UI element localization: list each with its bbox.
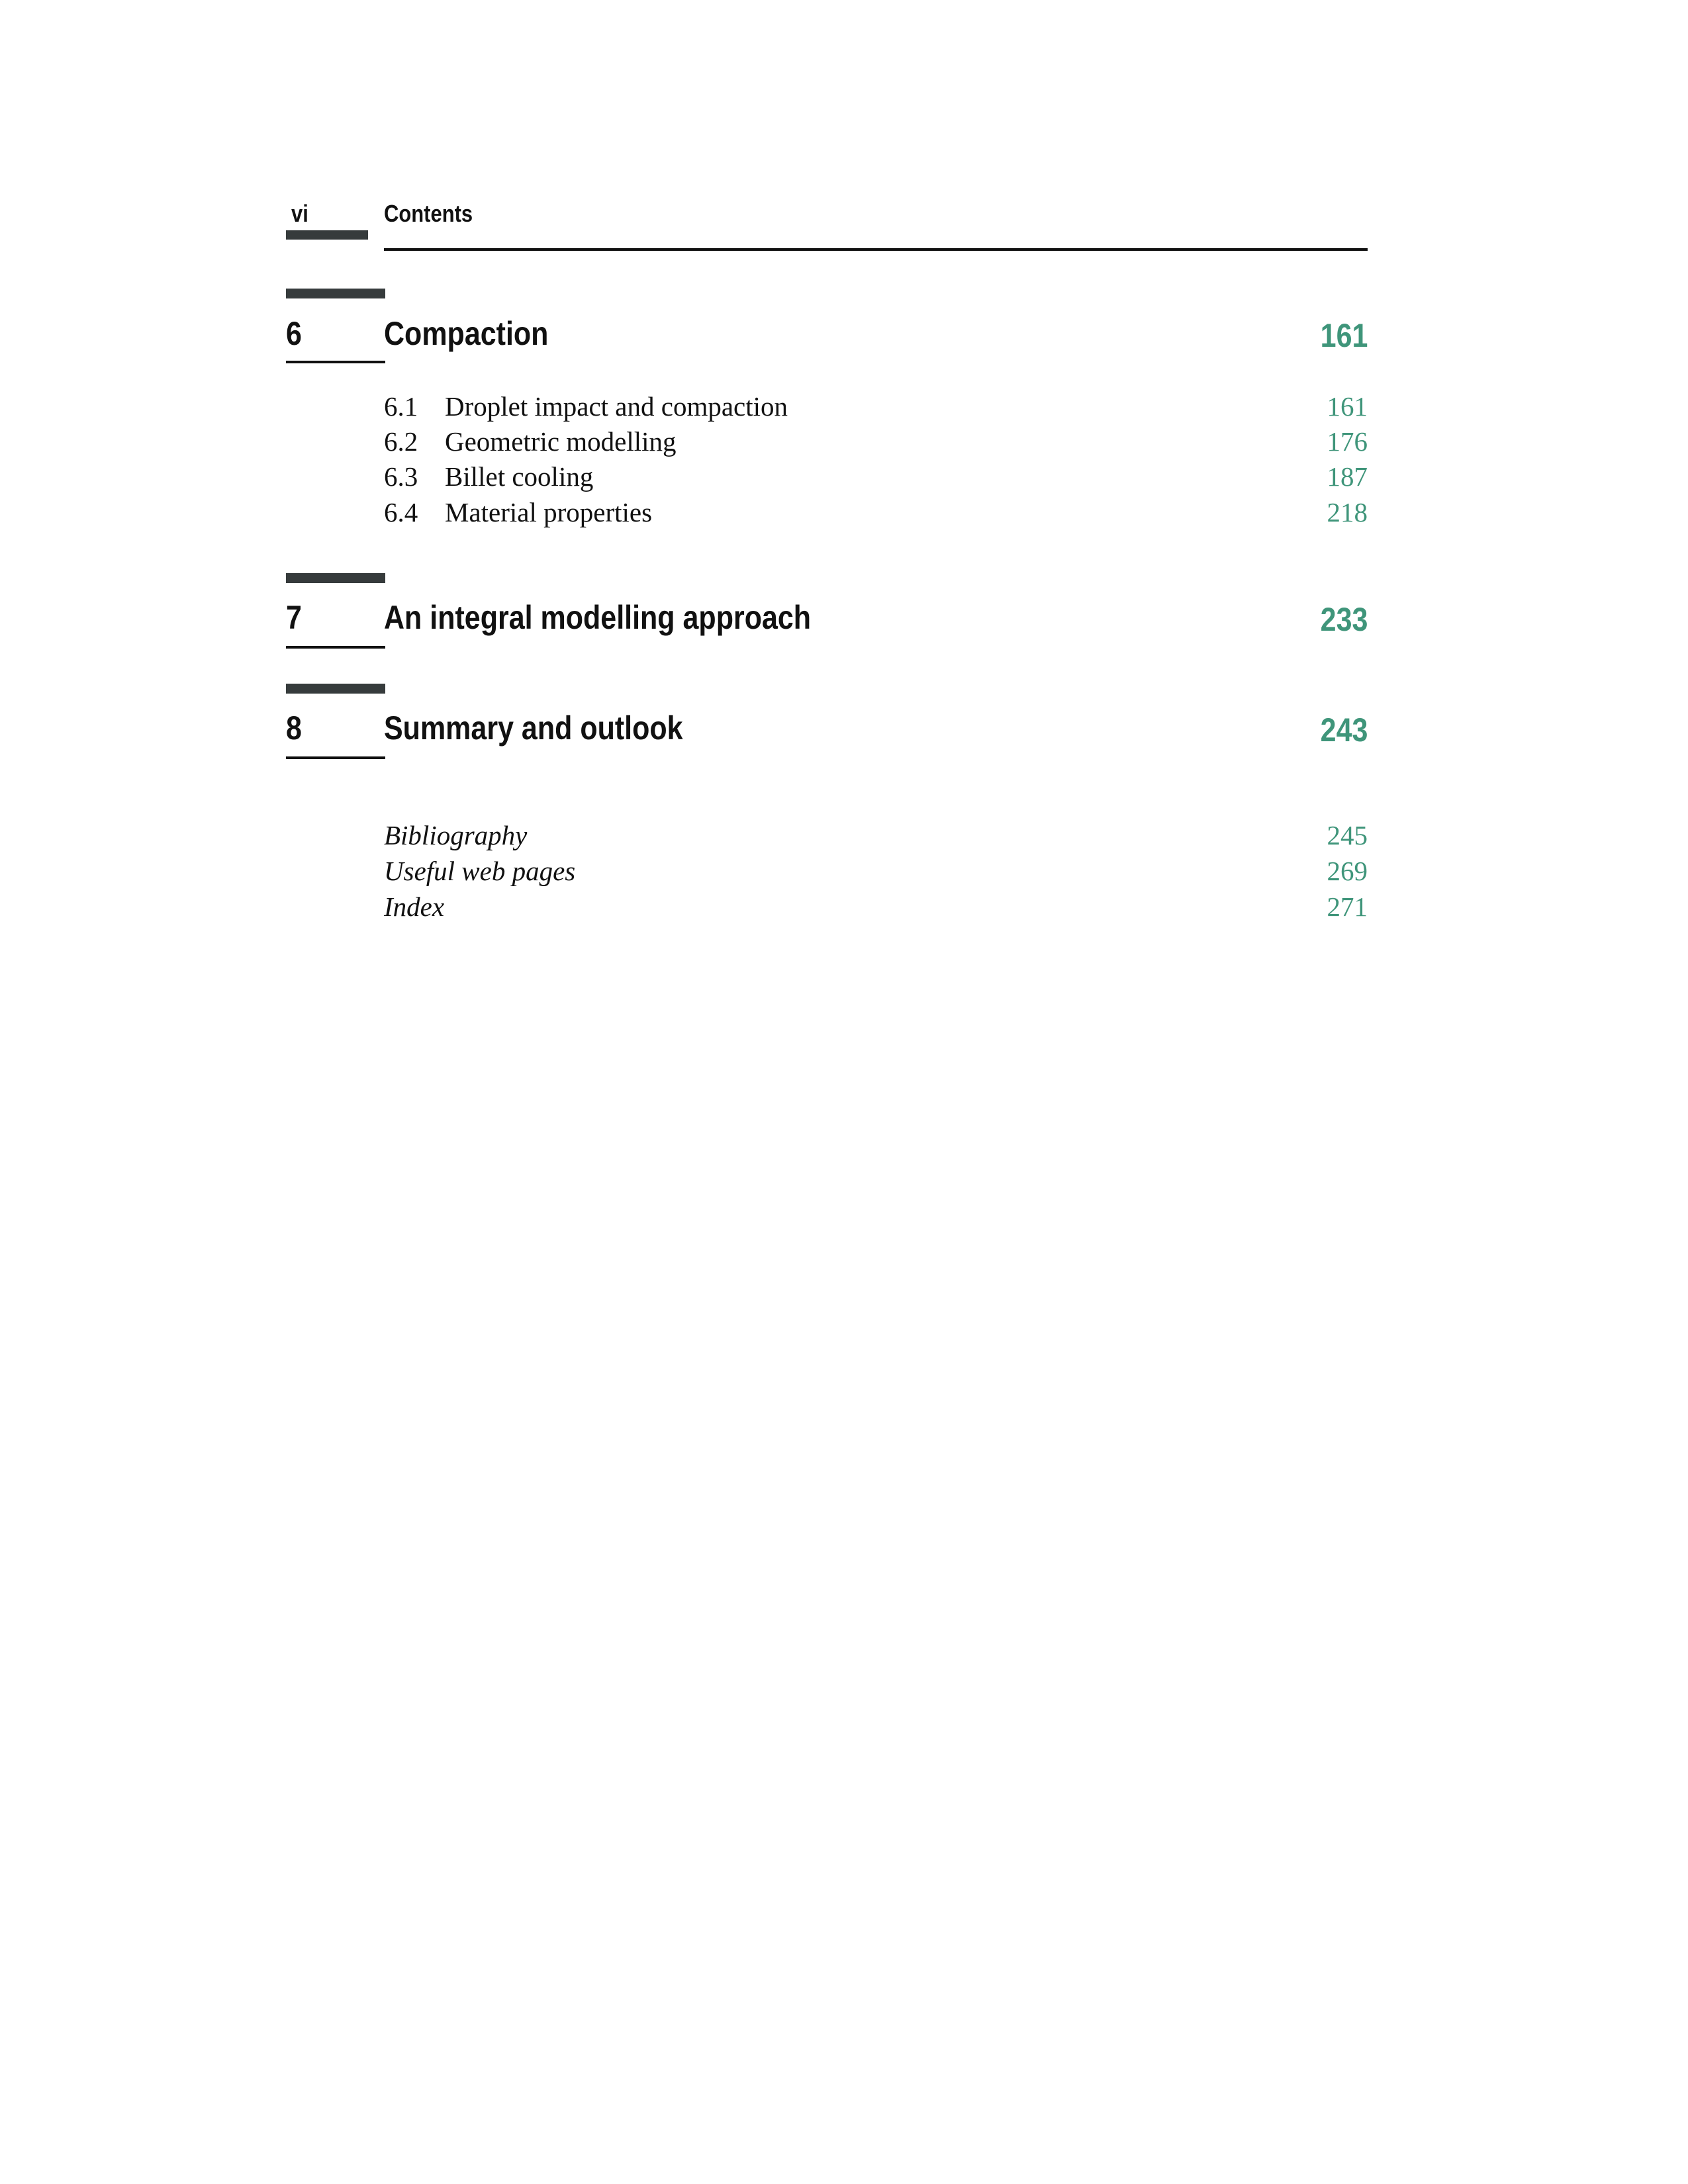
- chapter-7-top-bar: [286, 573, 385, 583]
- running-header-title: Contents: [384, 200, 473, 227]
- section-6-2-page: 176: [1327, 426, 1368, 457]
- running-page-number: vi: [291, 200, 308, 227]
- chapter-8-number: 8: [286, 709, 302, 747]
- back-matter-index-title[interactable]: Index: [384, 891, 445, 922]
- section-6-3-title[interactable]: Billet cooling: [445, 461, 594, 492]
- section-6-4-number: 6.4: [384, 497, 418, 527]
- chapter-8-top-bar: [286, 684, 385, 694]
- chapter-7-title[interactable]: An integral modelling approach: [384, 599, 812, 636]
- back-matter-web-pages-title[interactable]: Useful web pages: [384, 856, 576, 886]
- section-6-2-title[interactable]: Geometric modelling: [445, 426, 677, 457]
- section-6-1-number: 6.1: [384, 391, 418, 422]
- section-6-3-number: 6.3: [384, 461, 418, 492]
- chapter-8-title[interactable]: Summary and outlook: [384, 709, 683, 747]
- section-6-4-title[interactable]: Material properties: [445, 497, 653, 527]
- chapter-7-page: 233: [1320, 601, 1368, 638]
- section-6-2-number: 6.2: [384, 426, 418, 457]
- chapter-6-page: 161: [1320, 317, 1368, 354]
- back-matter-web-pages-page: 269: [1327, 856, 1368, 886]
- chapter-6-number: 6: [286, 315, 302, 352]
- section-6-1-page: 161: [1327, 391, 1368, 422]
- section-6-4-page: 218: [1327, 497, 1368, 527]
- back-matter-bibliography-title[interactable]: Bibliography: [384, 820, 528, 850]
- chapter-6-title[interactable]: Compaction: [384, 315, 549, 352]
- chapter-8-page: 243: [1320, 711, 1368, 749]
- chapter-6-top-bar: [286, 289, 385, 298]
- back-matter-bibliography-page: 245: [1327, 820, 1368, 850]
- chapter-7-number: 7: [286, 599, 302, 636]
- chapter-8-bottom-rule: [286, 756, 385, 759]
- running-header-bar: [286, 230, 368, 240]
- section-6-3-page: 187: [1327, 461, 1368, 492]
- running-header-rule: [384, 248, 1368, 251]
- back-matter-index-page: 271: [1327, 891, 1368, 922]
- section-6-1-title[interactable]: Droplet impact and compaction: [445, 391, 788, 422]
- chapter-6-bottom-rule: [286, 361, 385, 363]
- chapter-7-bottom-rule: [286, 646, 385, 649]
